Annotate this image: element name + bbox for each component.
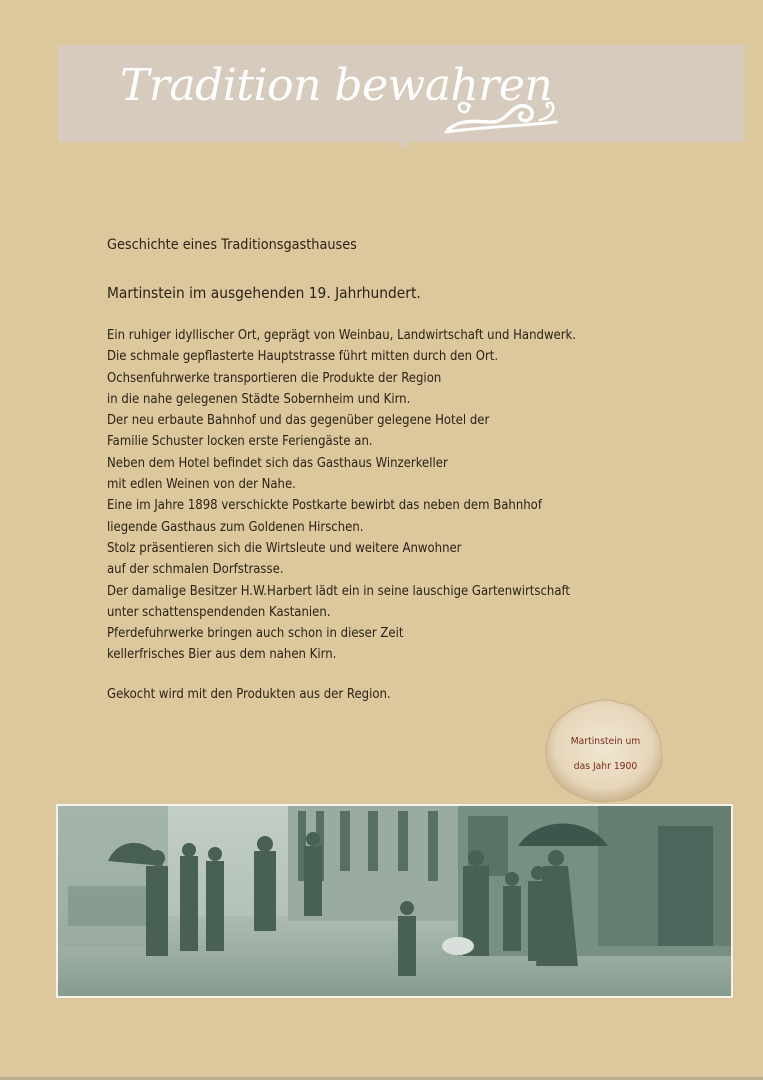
- banner-pointer: [397, 142, 409, 149]
- body-line: Eine im Jahre 1898 verschickte Postkarte bewirbt das neben dem Bahnhof: [107, 498, 542, 514]
- body-line: Ein ruhiger idyllischer Ort, geprägt von Weinbau, Landwirtschaft und Handwerk.: [107, 328, 577, 343]
- page-title: Tradition bewahren: [120, 60, 553, 111]
- body-line: Ochsenfuhrwerke transportieren die Produkte der Region: [107, 370, 442, 386]
- body-line: auf der schmalen Dorfstrasse.: [107, 562, 284, 578]
- body-line: kellerfrisches Bier aus dem nahen Kirn.: [107, 647, 337, 663]
- closing-line: Gekocht wird mit den Produkten aus der Region.: [107, 687, 391, 702]
- body-line: in die nahe gelegenen Städte Sobernheim und Kirn.: [107, 391, 411, 407]
- body-line: Neben dem Hotel befindet sich das Gasthaus Winzerkeller: [107, 455, 448, 471]
- article-body: [107, 325, 576, 666]
- seal-line-1: Martinstein um: [570, 736, 641, 747]
- body-line: Der neu erbaute Bahnhof und das gegenüber gelegene Hotel der: [107, 413, 490, 429]
- body-line: Der damalige Besitzer H.W.Harbert lädt ein in seine lauschige Gartenwirtschaft: [107, 583, 571, 599]
- body-line: Stolz präsentieren sich die Wirtsleute und weitere Anwohner: [107, 540, 462, 556]
- seal-caption: [553, 729, 659, 779]
- seal-line-2: das Jahr 1900: [573, 761, 638, 772]
- article-subheading: Martinstein im ausgehenden 19. Jahrhundert.: [107, 284, 421, 302]
- historic-photo: [56, 804, 733, 998]
- historic-street-image: [58, 806, 731, 996]
- body-line: mit edlen Weinen von der Nahe.: [107, 477, 296, 493]
- body-line: unter schattenspendenden Kastanien.: [107, 604, 331, 620]
- article-heading: Geschichte eines Traditionsgasthauses: [107, 237, 357, 253]
- flourish-ornament-icon: [440, 92, 562, 138]
- body-line: Familie Schuster locken erste Feriengäste an.: [107, 434, 373, 450]
- body-line: liegende Gasthaus zum Goldenen Hirschen.: [107, 519, 364, 535]
- body-line: Pferdefuhrwerke bringen auch schon in dieser Zeit: [107, 626, 404, 642]
- body-line: Die schmale gepflasterte Hauptstrasse führt mitten durch den Ort.: [107, 349, 499, 365]
